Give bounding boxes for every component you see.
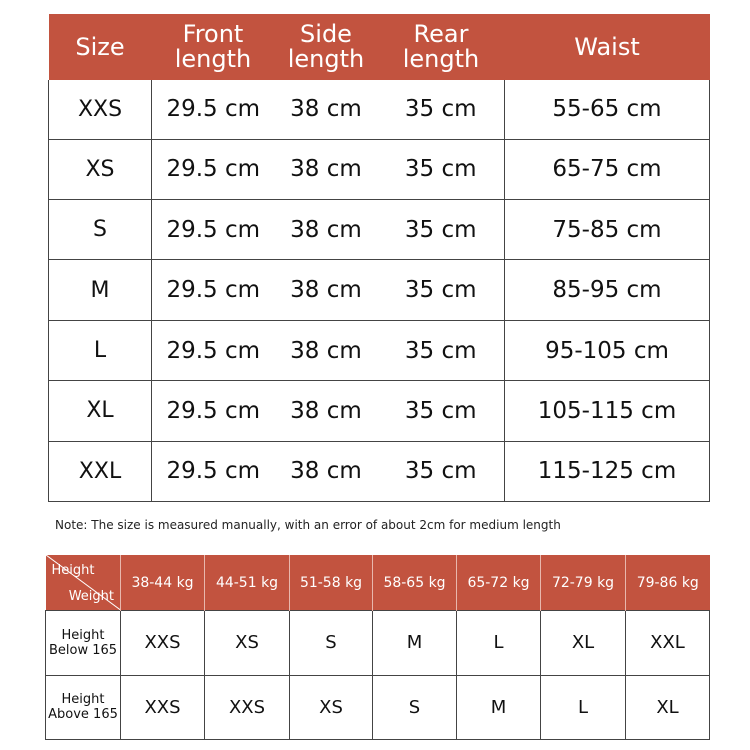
weight-header: 58-65 kg bbox=[373, 555, 457, 611]
weight-header: 65-72 kg bbox=[457, 555, 541, 611]
table-row bbox=[46, 675, 710, 740]
table-row bbox=[49, 381, 710, 441]
cell-front-length: 29.5 cm bbox=[152, 200, 275, 260]
table-row bbox=[49, 200, 710, 260]
table-row bbox=[49, 80, 710, 139]
weight-header: 51-58 kg bbox=[290, 555, 373, 611]
size-cell: XXS bbox=[205, 675, 290, 740]
cell-waist: 75-85 cm bbox=[505, 200, 710, 260]
weight-header: 44-51 kg bbox=[205, 555, 290, 611]
weight-size-table bbox=[45, 555, 710, 740]
cell-front-length: 29.5 cm bbox=[152, 381, 275, 441]
cell-front-length: 29.5 cm bbox=[166, 96, 261, 123]
cell-rear-length: 35 cm bbox=[378, 260, 505, 320]
cell-front-length: 29.5 cm bbox=[152, 139, 275, 199]
cell-side-length: 38 cm bbox=[290, 96, 362, 123]
size-cell: XL bbox=[626, 675, 710, 740]
cell-rear-length: 35 cm bbox=[378, 381, 505, 441]
header-side-length: Side length bbox=[275, 14, 378, 80]
cell-front-length: 29.5 cm bbox=[152, 260, 275, 320]
cell-size: M bbox=[49, 260, 152, 320]
size-cell: XS bbox=[205, 611, 290, 676]
table-row bbox=[49, 139, 710, 199]
size-cell: XL bbox=[541, 611, 626, 676]
table-row bbox=[49, 260, 710, 320]
height-row-label: Height Below 165 bbox=[46, 611, 121, 676]
size-cell: S bbox=[373, 675, 457, 740]
header-waist: Waist bbox=[505, 14, 710, 80]
cell-size: XXS bbox=[49, 80, 152, 139]
cell-size: XS bbox=[49, 139, 152, 199]
cell-rear-length: 35 cm bbox=[378, 200, 505, 260]
cell-side-length: 38 cm bbox=[275, 139, 378, 199]
size-cell: XXL bbox=[626, 611, 710, 676]
size-cell: L bbox=[541, 675, 626, 740]
cell-size: L bbox=[49, 320, 152, 380]
measurement-note: Note: The size is measured manually, with an error of about 2cm for medium length bbox=[55, 518, 561, 532]
size-cell: XXS bbox=[121, 611, 205, 676]
cell-size: XL bbox=[49, 381, 152, 441]
header-size: Size bbox=[49, 14, 152, 80]
cell-waist: 65-75 cm bbox=[505, 139, 710, 199]
cell-waist: 85-95 cm bbox=[505, 260, 710, 320]
header-front-length: Front length bbox=[152, 14, 275, 80]
table-row bbox=[49, 441, 710, 501]
size-cell: L bbox=[457, 611, 541, 676]
size-chart-header-row bbox=[49, 14, 710, 80]
cell-rear-length: 35 cm bbox=[378, 80, 505, 139]
weight-header: 72-79 kg bbox=[541, 555, 626, 611]
corner-height-label: Height bbox=[51, 563, 95, 578]
cell-waist: 115-125 cm bbox=[505, 441, 710, 501]
cell-rear-length: 35 cm bbox=[378, 320, 505, 380]
weight-header: 79-86 kg bbox=[626, 555, 710, 611]
header-rear-length: Rear length bbox=[378, 14, 505, 80]
cell-side-length: 38 cm bbox=[275, 260, 378, 320]
corner-header bbox=[46, 555, 121, 611]
cell-rear-length: 35 cm bbox=[378, 441, 505, 501]
cell-side-length: 38 cm bbox=[275, 320, 378, 380]
cell-waist: 95-105 cm bbox=[505, 320, 710, 380]
size-cell: XS bbox=[290, 675, 373, 740]
weight-header: 38-44 kg bbox=[121, 555, 205, 611]
cell-front-length: 29.5 cm bbox=[152, 320, 275, 380]
size-cell: S bbox=[290, 611, 373, 676]
cell-side-length: 38 cm bbox=[275, 381, 378, 441]
cell-size: XXL bbox=[49, 441, 152, 501]
cell-rear-length: 35 cm bbox=[378, 139, 505, 199]
size-chart-table bbox=[48, 14, 710, 502]
size-cell: M bbox=[457, 675, 541, 740]
weight-header-row bbox=[46, 555, 710, 611]
cell-size: S bbox=[49, 200, 152, 260]
corner-weight-label: Weight bbox=[68, 589, 114, 604]
height-row-label: Height Above 165 bbox=[46, 675, 121, 740]
size-cell: XXS bbox=[121, 675, 205, 740]
cell-side-length: 38 cm bbox=[275, 441, 378, 501]
table-row bbox=[46, 611, 710, 676]
table-row bbox=[49, 320, 710, 380]
cell-side-length: 38 cm bbox=[275, 200, 378, 260]
cell-waist: 105-115 cm bbox=[505, 381, 710, 441]
cell-front-length: 29.5 cm bbox=[152, 441, 275, 501]
cell-waist: 55-65 cm bbox=[505, 80, 710, 139]
size-cell: M bbox=[373, 611, 457, 676]
